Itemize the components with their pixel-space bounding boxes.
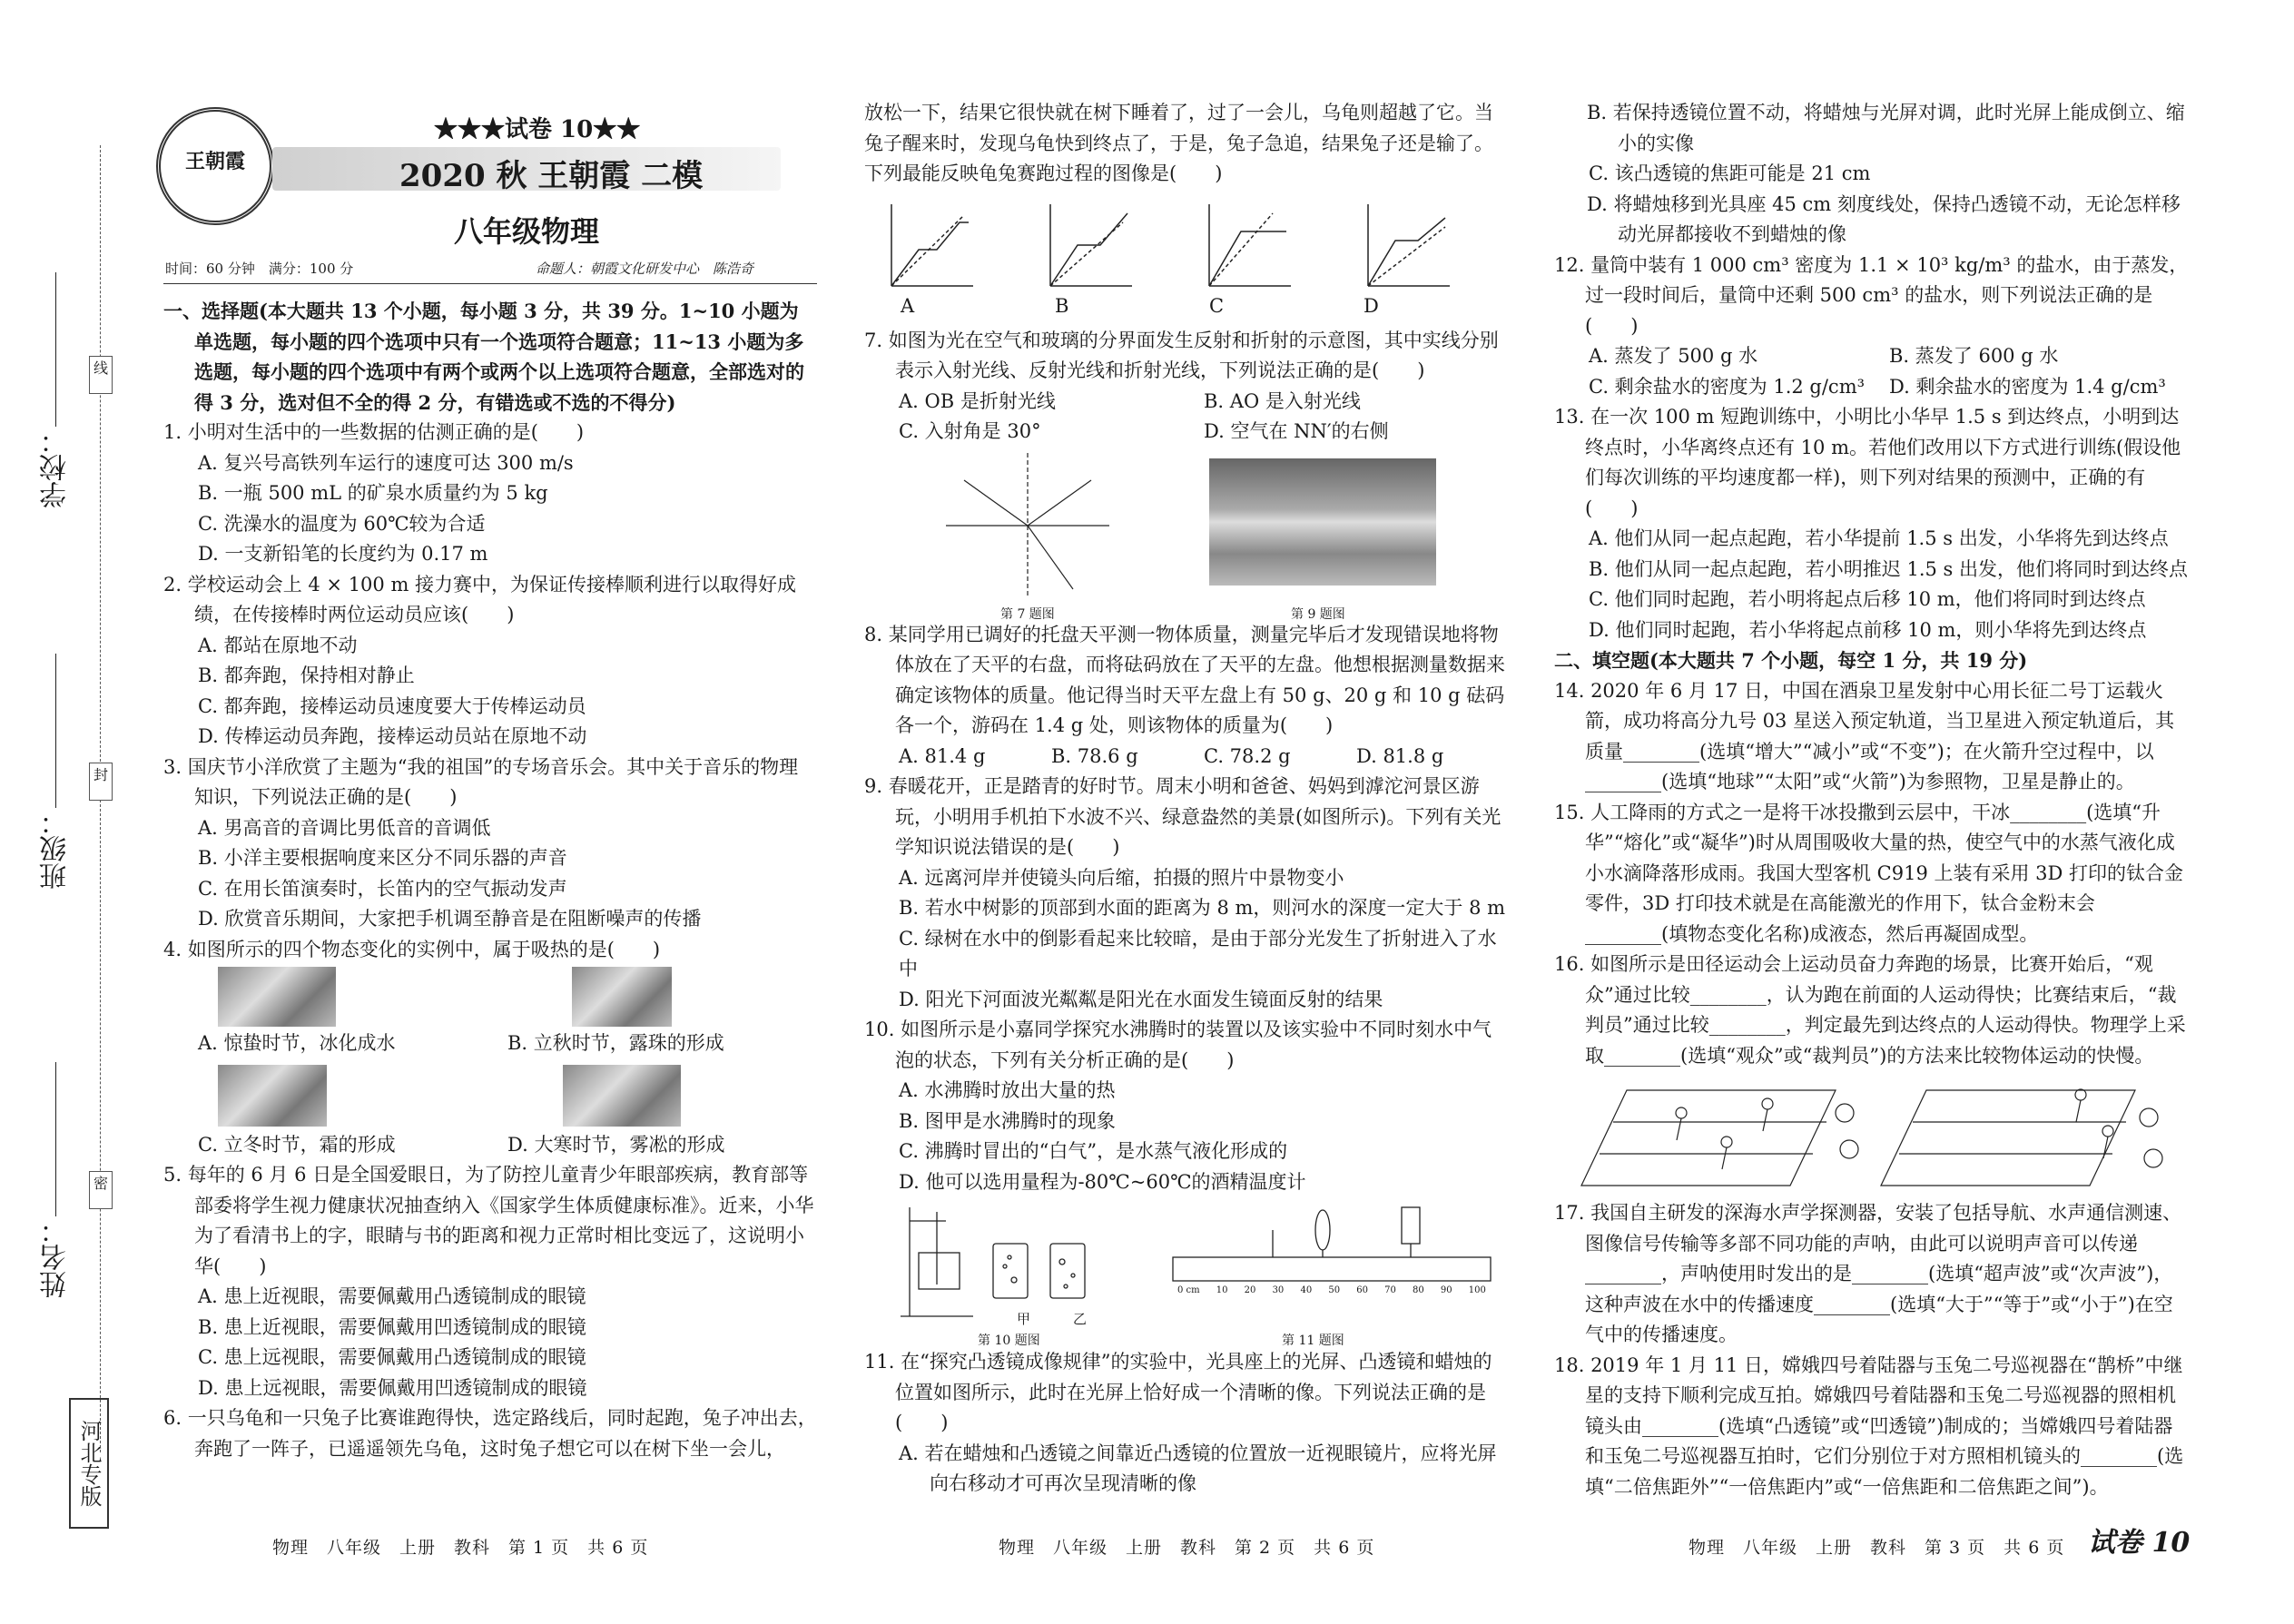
q9-stem: 9. 春暖花开，正是踏青的好时节。周末小明和爸爸、妈妈到滹沱河景区游玩，小明用手机拍下水波不兴、绿意盎然的美景(如图所示)。下列有关光学知识说法错误的是( ): [864, 775, 1501, 858]
q10-option: B. 图甲是水沸腾时的现象: [899, 1109, 1116, 1132]
footer-page-1: 物理 八年级 上册 教科 第 1 页 共 6 页: [272, 1538, 649, 1558]
q3-option: D. 欣赏音乐期间，大家把手机调至静音是在阻断噪声的传播: [198, 908, 702, 930]
q6-stem-cont: 放松一下，结果它很快就在树下睡着了，过了一会儿，乌龟则超越了它。当兔子醒来时，发现乌龟快到终点了，于是，兔子急追，结果兔子还是输了。下列最能反映龟兔赛跑过程的图像是( ): [864, 102, 1493, 184]
q9-option: C. 绿树在水中的倒影看起来比较暗，是由于部分光发生了折射进入了水中: [899, 927, 1497, 979]
q12-stem: 12. 量筒中装有 1 000 cm³ 密度为 1.1 × 10³ kg/m³ 的盐水，由于蒸发，过一段时间后，量筒中还剩 500 cm³ 的盐水，则下列说法正确的是( ): [1554, 253, 2189, 337]
section-2-heading: 二、填空题(本大题共 7 个小题，每空 1 分，共 19 分): [1554, 649, 2028, 672]
q10-option: A. 水沸腾时放出大量的热: [899, 1079, 1116, 1101]
seal-mark-2: 封: [89, 763, 113, 801]
q14-stem: 14. 2020 年 6 月 17 日，中国在酒泉卫星发射中心用长征二号丁运载火箭，成功将高分九号 03 星送入预定轨道，当卫星进入预定轨道后，其质量________(选填“增大”“减小”或“不变”)；在火箭升空过程中，以________(选填“地球”“太阳”或“火箭”)为参照物，卫星是静止的。: [1554, 679, 2175, 792]
q7-options-row: C. 入射角是 30° D. 空气在 NN′的右侧: [899, 420, 1389, 442]
q10-stem: 10. 如图所示是小嘉同学探究水沸腾时的装置以及该实验中不同时刻水中气泡的状态，下列有关分析正确的是( ): [864, 1019, 1492, 1071]
q8-options-row: A. 81.4 g B. 78.6 g C. 78.2 g D. 81.8 g: [899, 744, 1444, 767]
q5-option: A. 患上近视眼，需要佩戴用凸透镜制成的眼镜: [198, 1285, 586, 1307]
q1-option: C. 洗澡水的温度为 60℃较为合适: [198, 512, 486, 535]
rime-photo: [563, 1065, 681, 1127]
q12-options-row: A. 蒸发了 500 g 水 B. 蒸发了 600 g 水: [1589, 345, 2059, 367]
footer-page-3: 物理 八年级 上册 教科 第 3 页 共 6 页: [1689, 1538, 2065, 1558]
q4-options-row: A. 惊蛰时节，冰化成水 B. 立秋时节，露珠的形成: [198, 1032, 724, 1054]
q7-options-row: A. OB 是折射光线 B. AO 是入射光线: [899, 389, 1361, 412]
q3-option: B. 小洋主要根据响度来区分不同乐器的声音: [198, 847, 567, 869]
q8-stem: 8. 某同学用已调好的托盘天平测一物体质量，测量完毕后才发现错误地将物体放在了天平的右盘，而将砝码放在了天平的左盘。他想根据测量数据来确定该物体的质量。他记得当时天平左盘上有 50 g、20 g 和 10 g 砝码各一个，游码在 1.4 g 处，则该物体的质量为( ): [864, 623, 1505, 736]
class-label: 班级：: [36, 654, 76, 890]
q11-option: D. 将蜡烛移到光具座 45 cm 刻度线处，保持凸透镜不动，无论怎样移动光屏都接收不到蜡烛的像: [1587, 192, 2181, 245]
series-label: ★★★试卷 10★★: [434, 116, 641, 143]
q6-graph-labels: A B C D: [901, 294, 1379, 317]
q5-option: C. 患上远视眼，需要佩戴用凸透镜制成的眼镜: [198, 1346, 586, 1368]
fig7-caption: 第 7 题图: [1000, 606, 1055, 622]
frost-photo: [218, 1065, 327, 1127]
footer-page-2: 物理 八年级 上册 教科 第 2 页 共 6 页: [999, 1538, 1375, 1558]
q3-option: A. 男高音的音调比男低音的音调低: [198, 816, 491, 839]
name-label: 姓名：: [36, 1062, 76, 1298]
fig9-caption: 第 9 题图: [1291, 606, 1345, 622]
q4-stem: 4. 如图所示的四个物态变化的实例中，属于吸热的是( ): [163, 938, 661, 960]
q5-option: D. 患上远视眼，需要佩戴用凹透镜制成的眼镜: [198, 1376, 587, 1399]
time-score: 时间：60 分钟 满分：100 分: [165, 261, 354, 277]
q10-option: D. 他可以选用量程为-80℃~60℃的酒精温度计: [899, 1170, 1306, 1193]
q9-option: B. 若水中树影的顶部到水面的距离为 8 m，则河水的深度一定大于 8 m: [899, 897, 1506, 919]
q11-option: B. 若保持透镜位置不动，将蜡烛与光屏对调，此时光屏上能成倒立、缩小的实像: [1587, 102, 2185, 154]
q15-stem: 15. 人工降雨的方式之一是将干冰投撒到云层中，干冰________(选填“升华”“熔化”或“凝华”)时从周围吸收大量的热，使空气中的水蒸气液化成小水滴降落形成雨。我国大型客机 C919 上装有采用 3D 打印的钛合金零件，3D 打印技术就是在高能激光的作用下，钛合金粉末会________(填物态变化名称)成液态，然后再凝固成型。: [1554, 801, 2184, 945]
q2-stem: 2. 学校运动会上 4 × 100 m 接力赛中，为保证传接棒顺利进行以取得好成绩，在传接棒时两位运动员应该( ): [163, 573, 797, 625]
beaker-jia-label: 甲: [1017, 1311, 1031, 1327]
exam-title: 2020 秋 王朝霞 二模: [399, 158, 704, 194]
dew-photo: [572, 967, 672, 1027]
boiling-apparatus: [891, 1203, 1091, 1321]
q13-option: D. 他们同时起跑，若小华将起点前移 10 m，则小华将先到达终点: [1589, 618, 2147, 641]
paper-badge: 试卷 10: [2088, 1527, 2191, 1559]
q4-options-row: C. 立冬时节，霜的形成 D. 大寒时节，雾凇的形成: [198, 1133, 725, 1156]
q2-option: C. 都奔跑，接棒运动员速度要大于传棒运动员: [198, 694, 586, 717]
q1-option: A. 复兴号高铁列车运行的速度可达 300 m/s: [198, 451, 574, 474]
q2-option: A. 都站在原地不动: [198, 634, 358, 656]
q9-option: A. 远离河岸并使镜头向后缩，拍摄的照片中景物变小: [899, 866, 1344, 889]
q17-stem: 17. 我国自主研发的深海水声学探测器，安装了包括导航、水声通信测速、图像信号传输等多部不同功能的声呐，由此可以说明声音可以传递________，声呐使用时发出的是________(选填“超声波”或“次声波”)，这种声波在水中的传播速度________(选填“大于”“等于”或“小于”)在空气中的传播速度。: [1554, 1202, 2182, 1345]
seal-mark-3: 密: [89, 1171, 113, 1209]
subject-title: 八年级物理: [454, 214, 600, 249]
q13-option: B. 他们从同一起点起跑，若小明推迟 1.5 s 出发，他们将同时到达终点: [1589, 557, 2188, 580]
school-label: 学校：: [36, 272, 76, 508]
q16-stem: 16. 如图所示是田径运动会上运动员奋力奔跑的场景，比赛开始后，“观众”通过比较________，认为跑在前面的人运动得快；比赛结束后，“裁判员”通过比较________，判定最先到达终点的人运动得快。物理学上采取________(选填“观众”或“裁判员”)的方法来比较物体运动的快慢。: [1554, 953, 2186, 1067]
q10-option: C. 沸腾时冒出的“白气”，是水蒸气液化形成的: [899, 1140, 1288, 1162]
q6-graphs: [864, 190, 1509, 326]
seal-mark-1: 线: [89, 356, 113, 394]
column-2: [864, 98, 1509, 1500]
fig11-caption: 第 11 题图: [1282, 1334, 1344, 1348]
race-figures: [1572, 1077, 2171, 1195]
fig10-caption: 第 10 题图: [978, 1334, 1040, 1348]
q13-stem: 13. 在一次 100 m 短跑训练中，小明比小华早 1.5 s 到达终点，小明到达终点时，小华离终点还有 10 m。若他们改用以下方式进行训练(假设他们每次训练的平均速度都一样)，则下列对结果的预测中，正确的有( ): [1554, 406, 2181, 519]
q5-option: B. 患上近视眼，需要佩戴用凹透镜制成的眼镜: [198, 1315, 586, 1338]
q3-option: C. 在用长笛演奏时，长笛内的空气振动发声: [198, 877, 567, 900]
q6-stem: 6. 一只乌龟和一只兔子比赛谁跑得快，选定路线后，同时起跑，兔子冲出去，奔跑了一阵子，已遥遥领先乌龟，这时兔子想它可以在树下坐一会儿，: [163, 1407, 817, 1460]
q18-stem: 18. 2019 年 1 月 11 日，嫦娥四号着陆器与玉兔二号巡视器在“鹊桥”中继星的支持下顺利完成互拍。嫦娥四号着陆器和玉兔二号巡视器的照相机镜头由________(选填“凸透镜”或“凹透镜”)制成的；当嫦娥四号着陆器和玉兔二号巡视器互拍时，它们分别位于对方照相机镜头的________(选填“二倍焦距外”“一倍焦距内”或“一倍焦距和二倍焦距之间”)。: [1554, 1353, 2184, 1498]
q1-stem: 1. 小明对生活中的一些数据的估测正确的是( ): [163, 421, 585, 443]
q11-option: C. 该凸透镜的焦距可能是 21 cm: [1589, 162, 1871, 184]
q11-stem: 11. 在“探究凸透镜成像规律”的实验中，光具座上的光屏、凸透镜和蜡烛的位置如图所示，此时在光屏上恰好成一个清晰的像。下列说法正确的是( ): [864, 1351, 1492, 1433]
ruler-labels: 0 cm 10 20 30 40 50 60 70 80 90 100: [1177, 1285, 1486, 1295]
q2-option: D. 传棒运动员奔跑，接棒运动员站在原地不动: [198, 725, 587, 747]
header-rule: [163, 283, 817, 284]
q7-stem: 7. 如图为光在空气和玻璃的分界面发生反射和折射的示意图，其中实线分别表示入射光线、反射光线和折射光线，下列说法正确的是( ): [864, 329, 1499, 381]
column-3: [1554, 98, 2190, 1502]
q13-option: C. 他们同时起跑，若小明将起点后移 10 m，他们将同时到达终点: [1589, 588, 2146, 610]
river-photo: [1209, 458, 1436, 586]
q3-stem: 3. 国庆节小洋欣赏了主题为“我的祖国”的专场音乐会。其中关于音乐的物理知识，下列说法正确的是( ): [163, 755, 799, 808]
q11-option: A. 若在蜡烛和凸透镜之间靠近凸透镜的位置放一近视眼镜片，应将光屏向右移动才可再次呈现清晰的像: [899, 1442, 1497, 1494]
refraction-diagram: [937, 453, 1118, 598]
q1-option: D. 一支新铅笔的长度约为 0.17 m: [198, 543, 488, 565]
beaker-yi-label: 乙: [1073, 1311, 1088, 1327]
q9-option: D. 阳光下河面波光粼粼是阳光在水面发生镜面反射的结果: [899, 988, 1383, 1010]
q1-option: B. 一瓶 500 mL 的矿泉水质量约为 5 kg: [198, 482, 548, 504]
q2-option: B. 都奔跑，保持相对静止: [198, 664, 415, 686]
q6-graph-svg: [873, 195, 1491, 295]
author: 命题人：朝霞文化研发中心 陈浩奇: [536, 261, 754, 277]
q13-option: A. 他们从同一起点起跑，若小华提前 1.5 s 出发，小华将先到达终点: [1589, 527, 2169, 549]
q5-stem: 5. 每年的 6 月 6 日是全国爱眼日，为了防控儿童青少年眼部疾病，教育部等部委将学生视力健康状况抽查纳入《国家学生体质健康标准》。近来，小华为了看清书上的字，眼睛与书的距离和视力正常时相比变远了，这说明小华( ): [163, 1164, 814, 1277]
q12-options-row: C. 剩余盐水的密度为 1.2 g/cm³ D. 剩余盐水的密度为 1.4 g/cm³: [1589, 375, 2166, 398]
logo: 王朝霞: [156, 107, 274, 225]
column-1: [163, 296, 817, 1464]
ice-melting-photo: [218, 967, 336, 1027]
section-1-heading: 一、选择题(本大题共 13 个小题，每小题 3 分，共 39 分。1~10 小题为单选题，每小题的四个选项中只有一个选项符合题意；11~13 小题为多选题，每小题的四个选项中有两个或两个以上选项符合题意，全部选对的得 3 分，选对但不全的得 2 分，有错选或不选的不得分): [163, 300, 804, 414]
edition-box: 河北专版: [69, 1398, 109, 1529]
